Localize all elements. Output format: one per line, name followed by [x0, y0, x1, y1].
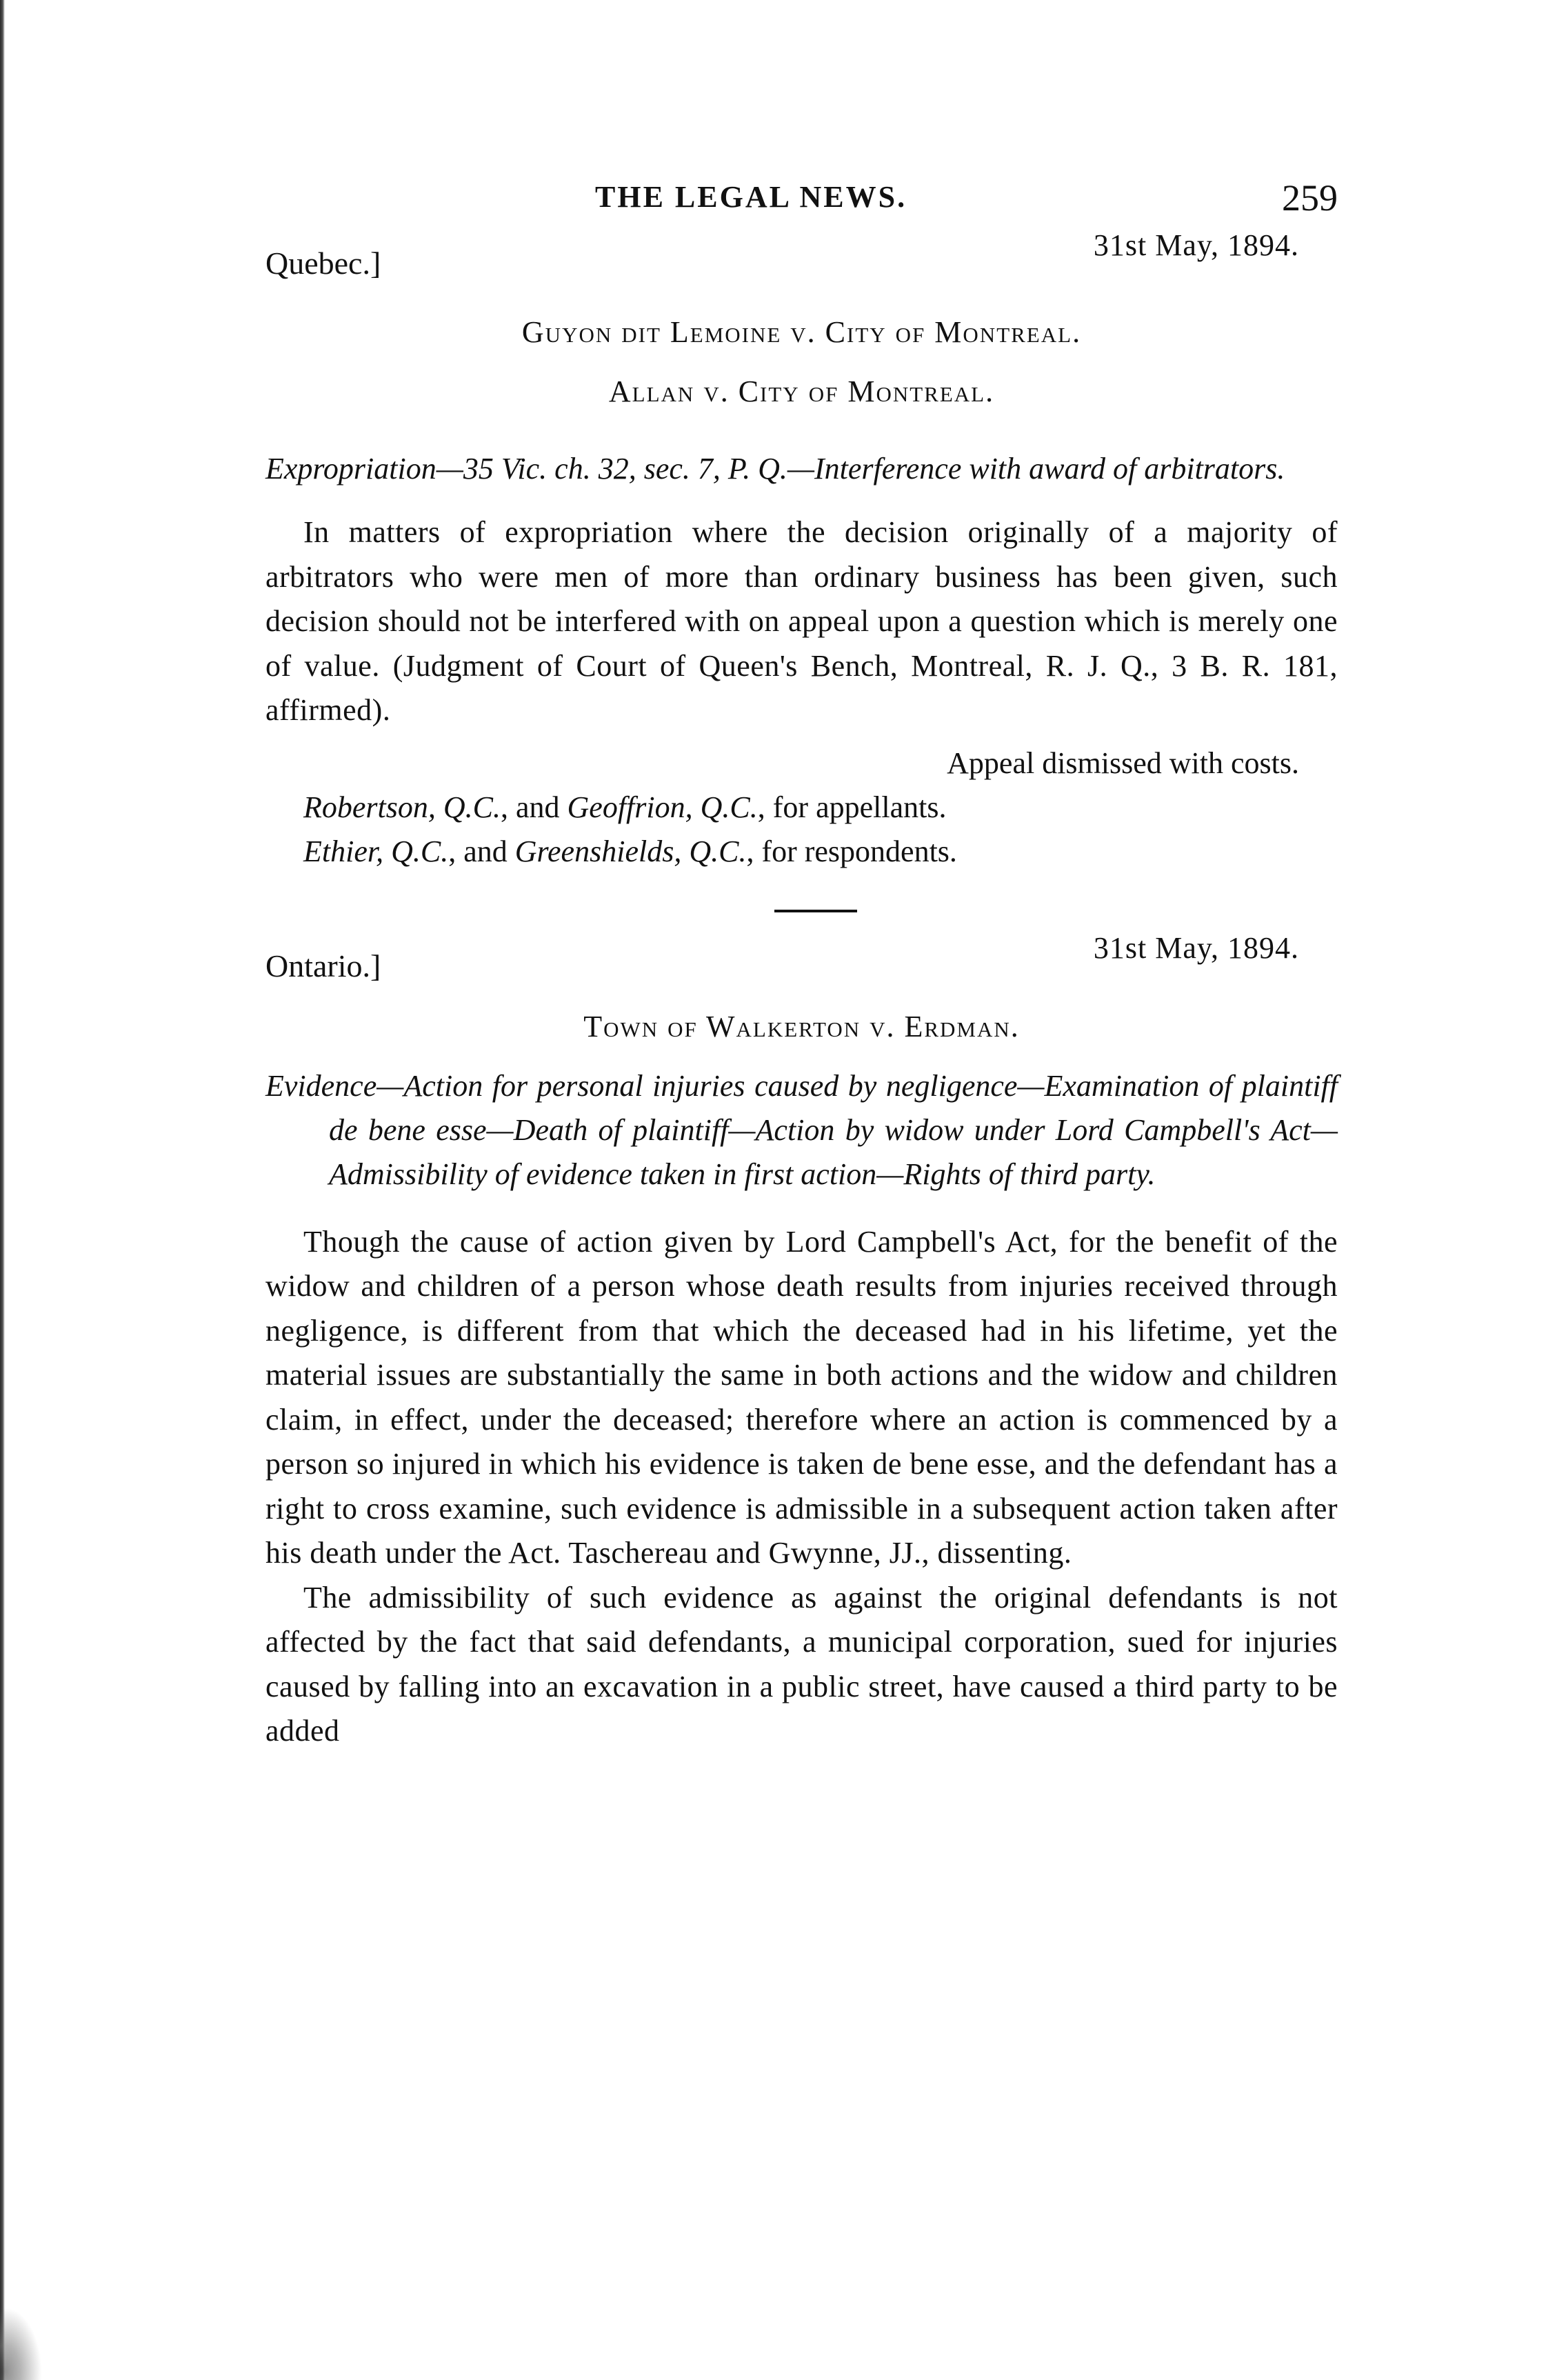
- counsel-name: Ethier, Q.C.: [303, 834, 449, 868]
- page-header: [265, 179, 1338, 228]
- holding-paragraph: Though the cause of action given by Lord Campbell's Act, for the benefit of the widow and children of a person whose death results from injuries received through negligence, is different from that which the deceased had in his lifetime, yet the material issues are substantially the same in both actions and the widow and children claim, in effect, under the deceased; therefore where an action is commenced by a person so injured in which his evidence is taken de bene esse, and the defendant has a right to cross examine, such evidence is admissible in a subsequent action taken after his death under the Act. Taschereau and Gwynne, JJ., dissenting.: [265, 1224, 1338, 1570]
- case-title: Town of Walkerton v. Erdman.: [583, 1009, 1020, 1043]
- counsel-name: Geoffrion, Q.C.: [567, 790, 758, 824]
- court-label: Ontario.]: [265, 948, 381, 983]
- case-date: 31st May, 1894.: [1093, 228, 1299, 262]
- holding-paragraph: The admissibility of such evidence as against the original defendants is not affected by the fact that said defendants, a municipal corporation, sued for injuries caused by falling into an excavation in a public street, have caused a third party to be added: [265, 1580, 1338, 1748]
- running-title: THE LEGAL NEWS.: [595, 180, 907, 214]
- section-divider: [774, 910, 857, 912]
- counsel-role: , for appellants.: [757, 790, 947, 824]
- counsel-line: [265, 786, 1338, 830]
- counsel-name: Robertson, Q.C.: [303, 790, 501, 824]
- holding-paragraph: In matters of expropriation where the decision originally of a majority of arbitrators who were men of more than ordinary business has been given, such decision should not be interfered with on appeal upon a question which is merely one of value. (Judgment of Court of Queen's Bench, Montreal, R. J. Q., 3 B. R. 181, affirmed).: [265, 515, 1338, 727]
- case-title: Guyon dit Lemoine v. City of Montreal.: [521, 315, 1082, 349]
- headnote: Expropriation—35 Vic. ch. 32, sec. 7, P. Q.—Interference with award of arbitrators.: [265, 452, 1285, 486]
- page-number: 259: [1282, 177, 1338, 219]
- court-label: Quebec.]: [265, 246, 381, 281]
- counsel-conjunction: , and: [448, 834, 515, 868]
- counsel-line: [265, 830, 1338, 874]
- counsel-conjunction: , and: [501, 790, 567, 824]
- page-corner-shadow: [0, 2297, 48, 2380]
- case-ontario: [265, 930, 1338, 1754]
- page-binding-edge: [0, 0, 5, 2380]
- counsel-name: Greenshields, Q.C.: [514, 834, 747, 868]
- counsel-role: , for respondents.: [746, 834, 957, 868]
- case-title-secondary: Allan v. City of Montreal.: [608, 374, 995, 408]
- document-page: [265, 179, 1338, 1754]
- case-date: 31st May, 1894.: [1093, 930, 1299, 965]
- case-quebec: [265, 228, 1338, 874]
- headnote: Evidence—Action for personal injuries caused by negligence—Examination of plaintiff de bene esse—Death of plaintiff—Action by widow under Lord Campbell's Act—Admissibility of evidence taken in first action—Rights of third party.: [265, 1068, 1338, 1191]
- disposition: Appeal dismissed with costs.: [947, 746, 1299, 780]
